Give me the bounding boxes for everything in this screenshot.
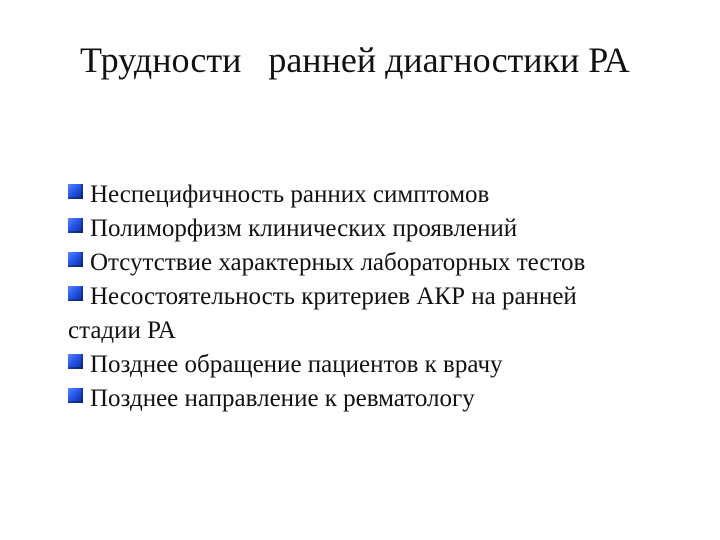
bullet-text-4: Несостоятельность критериев АКР на ранней	[90, 283, 577, 310]
square-bullet-icon	[68, 184, 83, 199]
bullet-item-6	[68, 382, 708, 416]
bullet-text-1: Неспецифичность ранних симптомов	[90, 181, 490, 208]
square-bullet-icon	[68, 252, 83, 267]
bullet-text-5: Позднее обращение пациентов к врачу	[90, 351, 503, 378]
bullet-list	[68, 178, 708, 416]
bullet-item-4-first-line	[68, 280, 577, 314]
page-title: Трудности ранней диагностики РА	[80, 40, 630, 80]
bullet-item-1	[68, 178, 708, 212]
bullet-text-6: Позднее направление к ревматологу	[90, 385, 475, 412]
square-bullet-icon	[68, 218, 83, 233]
bullet-text-2: Полиморфизм клинических проявлений	[90, 215, 518, 242]
bullet-item-4	[68, 280, 708, 348]
bullet-item-2	[68, 212, 708, 246]
square-bullet-icon	[68, 354, 83, 369]
square-bullet-icon	[68, 286, 83, 301]
bullet-text-4-continuation: стадии РА	[68, 317, 176, 344]
square-bullet-icon	[68, 388, 83, 403]
bullet-item-3	[68, 246, 708, 280]
bullet-item-5	[68, 348, 708, 382]
bullet-text-3: Отсутствие характерных лабораторных тестов	[90, 249, 586, 276]
